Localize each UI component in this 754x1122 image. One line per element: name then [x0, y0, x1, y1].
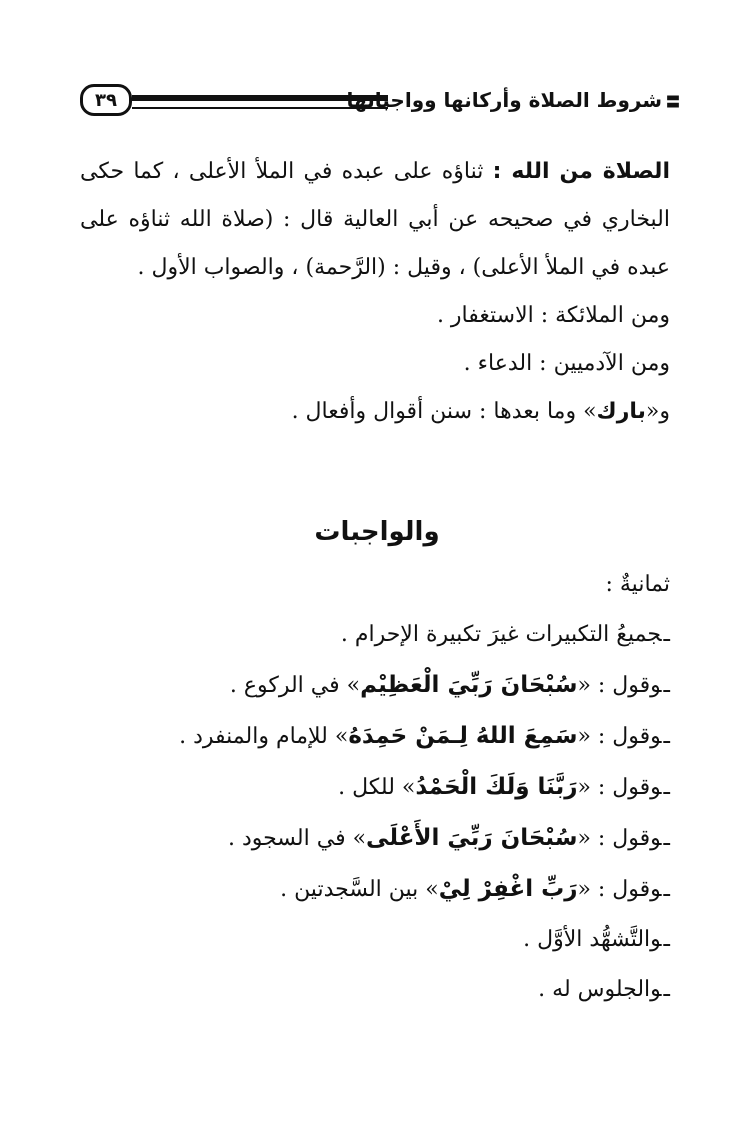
line-term: بارك [596, 399, 646, 424]
list-item [80, 813, 670, 864]
section-heading: والواجبات [314, 517, 440, 547]
item-text-after: » للإمام والمنفرد . [179, 724, 349, 749]
item-text: جميعُ التكبيرات غيرَ تكبيرة الإحرام . [340, 622, 662, 647]
item-text: وقول : « [577, 877, 662, 902]
list-dash: ـ [663, 673, 670, 698]
list-item [80, 660, 670, 711]
page-header [80, 82, 680, 122]
item-quote: رَبَّنَا وَلَكَ الْحَمْدُ [415, 774, 578, 800]
list-item [80, 762, 670, 813]
list-dash: ـ [663, 877, 670, 902]
obligations-block [80, 560, 670, 1015]
item-text: وقول : « [577, 724, 662, 749]
obligations-list [80, 610, 670, 1015]
line-suffix: » وما بعدها : سنن أقوال وأفعال . [291, 399, 597, 424]
item-text-after: » في السجود . [227, 826, 367, 851]
item-quote: سُبْحَانَ رَبِّيَ الْعَظِيْم [360, 672, 578, 698]
line-humans: ومن الآدميين : الدعاء . [463, 351, 670, 376]
header-ornament-icon: 〓 [666, 95, 680, 111]
running-title [347, 88, 680, 112]
paragraph-salah-from-allah [80, 148, 670, 292]
line-prefix: و« [645, 399, 670, 424]
defined-term: الصلاة من الله : [492, 159, 670, 184]
item-text-after: » في الركوع . [229, 673, 361, 698]
list-item [80, 915, 670, 965]
item-text-after: » بين السَّجدتين . [280, 877, 439, 902]
item-text: وقول : « [577, 673, 662, 698]
item-quote: رَبِّ اغْفِرْ لِيْ [438, 876, 578, 902]
paragraph-text: ثناؤه على عبده في الملأ الأعلى ، كما حكى البخاري في صحيحه عن أبي العالية قال : (صلاة الله ثناؤه على عبده في الملأ الأعلى) ، وقيل : (الرَّحمة) ، والصواب الأول . [80, 159, 670, 280]
list-dash: ـ [663, 622, 670, 647]
item-text: والتَّشهُّد الأوَّل . [523, 927, 662, 952]
list-item [80, 864, 670, 915]
running-title-text: شروط الصلاة وأركانها وواجباتها [346, 88, 662, 112]
page-number: ٣٩ [80, 84, 132, 116]
list-dash: ـ [663, 775, 670, 800]
header-rule [132, 95, 388, 109]
item-text: وقول : « [577, 826, 662, 851]
list-dash: ـ [663, 927, 670, 952]
list-intro: ثمانيةٌ : [605, 572, 670, 597]
list-dash: ـ [663, 826, 670, 851]
item-text-after: » للكل . [338, 775, 416, 800]
item-quote: سُبْحَانَ رَبِّيَ الأَعْلَى [366, 825, 578, 851]
item-quote: سَمِعَ اللهُ لِـمَنْ حَمِدَهُ [348, 723, 578, 749]
list-item [80, 610, 670, 660]
item-text: والجلوس له . [538, 977, 662, 1002]
list-dash: ـ [663, 724, 670, 749]
line-barik [80, 388, 670, 436]
list-item [80, 711, 670, 762]
list-item [80, 965, 670, 1015]
line-angels: ومن الملائكة : الاستغفار . [436, 303, 670, 328]
body-text [80, 148, 670, 436]
list-dash: ـ [663, 977, 670, 1002]
item-text: وقول : « [577, 775, 662, 800]
